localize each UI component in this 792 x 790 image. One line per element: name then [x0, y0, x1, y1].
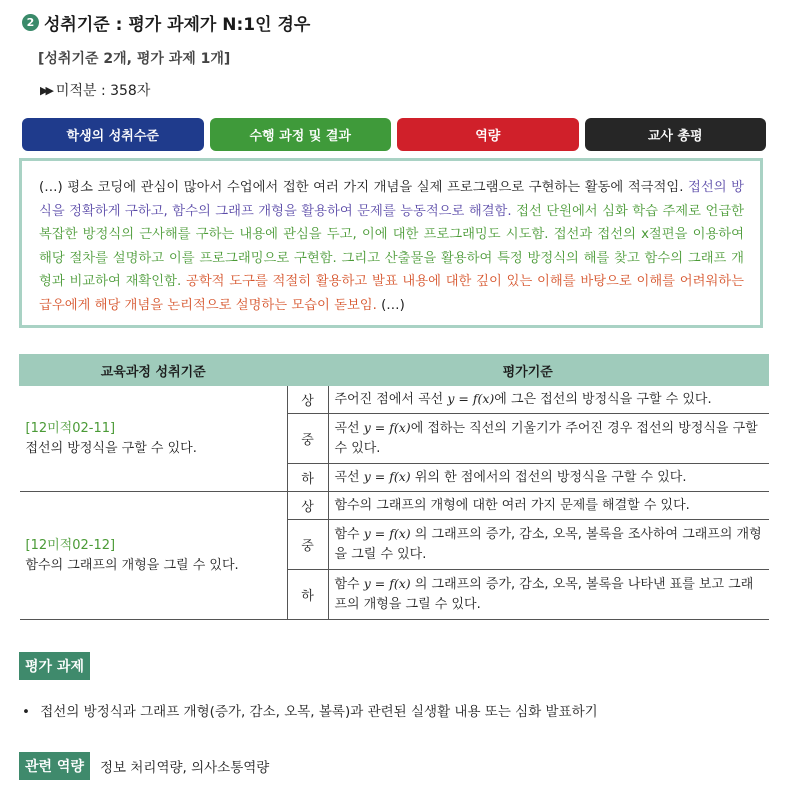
- criteria-text: [328, 570, 769, 620]
- section-subtitle: [성취기준 2개, 평가 과제 1개]: [38, 51, 231, 67]
- char-count-line: [40, 80, 150, 100]
- criteria-text: [328, 386, 769, 414]
- bullet-icon: •: [22, 704, 30, 720]
- summary-process: 접선 단원에서 심화 학습 주제로 언급한 복잡한 방정식의 근사해를 구하는 내용에 관심을 두고, 이에 대한 프로그래밍도 시도함. 접선과 접선의 x절편을 이용하여 해당 절차를 설명하고 이를 프로그래밍으로 구현함. 그리고 산출물을 활용하여 특정 방정식의 해를 찾고 함수의 그래프 개형과 비교하여 재확인함.: [39, 203, 745, 290]
- competency-text: 정보 처리역량, 의사소통역량: [99, 760, 270, 776]
- criteria-post: 에 접하는 직선의 기울기가 주어진 경우 접선의 방정식을 구할 수 있다.: [334, 421, 758, 456]
- header-standards: 교육과정 성취기준: [20, 355, 288, 386]
- legend-chip-achievement: 학생의 성취수준: [22, 118, 204, 151]
- criteria-text: [328, 464, 769, 492]
- math-formula: y = f(x): [363, 526, 411, 541]
- summary-competency: 공학적 도구를 적절히 활용하고 발표 내용에 대한 깊이 있는 이해를 바탕으로 이해를 어려워하는 급우에게 해당 개념을 논리적으로 설명하는 모습이 돋보임.: [39, 274, 744, 313]
- math-formula: y = f(x): [363, 420, 411, 435]
- standard-cell: [20, 492, 288, 620]
- header-criteria: 평가기준: [287, 355, 769, 386]
- standard-cell: [20, 386, 288, 492]
- criteria-pre: 함수: [334, 577, 360, 592]
- criteria-pre: 곡선: [334, 421, 360, 436]
- level-label: 하: [287, 570, 328, 620]
- math-formula: y = f(x): [363, 469, 411, 484]
- criteria-post: 의 그래프의 증가, 감소, 오목, 볼록을 조사하여 그래프의 개형을 그릴 수 있다.: [334, 527, 762, 562]
- level-label: 중: [287, 414, 328, 464]
- level-label: 중: [287, 520, 328, 570]
- math-formula: y = f(x): [447, 391, 495, 406]
- standard-code: [12미적02-12]: [25, 537, 116, 553]
- section-number-badge: 2: [22, 14, 39, 31]
- task-text: 접선의 방정식과 그래프 개형(증가, 감소, 오목, 볼록)과 관련된 실생활 내용 또는 심화 발표하기: [40, 704, 598, 720]
- summary-ellipsis: (…): [381, 297, 405, 313]
- criteria-text: [328, 414, 769, 464]
- criteria-post: 에 그은 접선의 방정식을 구할 수 있다.: [494, 392, 712, 407]
- legend-chip-process: 수행 과정 및 결과: [210, 118, 392, 151]
- section-title-row: [22, 10, 310, 34]
- summary-intro: (…) 평소 코딩에 관심이 많아서 수업에서 접한 여러 가지 개념을 실제 프로그램으로 구현하는 활동에 적극적임.: [39, 180, 684, 195]
- level-label: 상: [287, 492, 328, 520]
- standards-table: [19, 354, 769, 620]
- criteria-post: 위의 한 점에서의 접선의 방정식을 구할 수 있다.: [414, 470, 687, 485]
- table-header-row: [20, 355, 769, 386]
- task-label: 평가 과제: [19, 652, 90, 680]
- double-arrow-icon: ▶▶: [40, 83, 51, 97]
- standard-text: 접선의 방정식을 구할 수 있다.: [25, 440, 197, 456]
- level-label: 상: [287, 386, 328, 414]
- summary-achievement: 접선의 방식을 정확하게 구하고, 함수의 그래프 개형을 활용하여 문제를 능동적으로 해결함.: [39, 180, 744, 219]
- criteria-post: 의 그래프의 증가, 감소, 오목, 볼록을 나타낸 표를 보고 그래프의 개형을 그릴 수 있다.: [334, 577, 754, 612]
- table-row: [20, 492, 769, 520]
- summary-box: [19, 158, 763, 328]
- criteria-pre: 함수: [334, 527, 360, 542]
- char-count-text: 미적분 : 358자: [55, 83, 151, 99]
- criteria-text: 함수의 그래프의 개형에 대한 여러 가지 문제를 해결할 수 있다.: [328, 492, 769, 520]
- competency-row: [19, 752, 269, 780]
- color-legend: [22, 118, 766, 151]
- criteria-pre: 주어진 점에서 곡선: [334, 392, 444, 407]
- criteria-text: [328, 520, 769, 570]
- standard-text: 함수의 그래프의 개형을 그릴 수 있다.: [25, 557, 239, 573]
- task-item: [22, 700, 598, 720]
- competency-label: 관련 역량: [19, 752, 90, 780]
- section-title: 성취기준 : 평가 과제가 N:1인 경우: [44, 14, 311, 35]
- legend-chip-teacher-review: 교사 총평: [585, 118, 767, 151]
- table-row: [20, 386, 769, 414]
- criteria-pre: 곡선: [334, 470, 360, 485]
- legend-chip-competency: 역량: [397, 118, 579, 151]
- standard-code: [12미적02-11]: [25, 420, 116, 436]
- level-label: 하: [287, 464, 328, 492]
- math-formula: y = f(x): [363, 576, 411, 591]
